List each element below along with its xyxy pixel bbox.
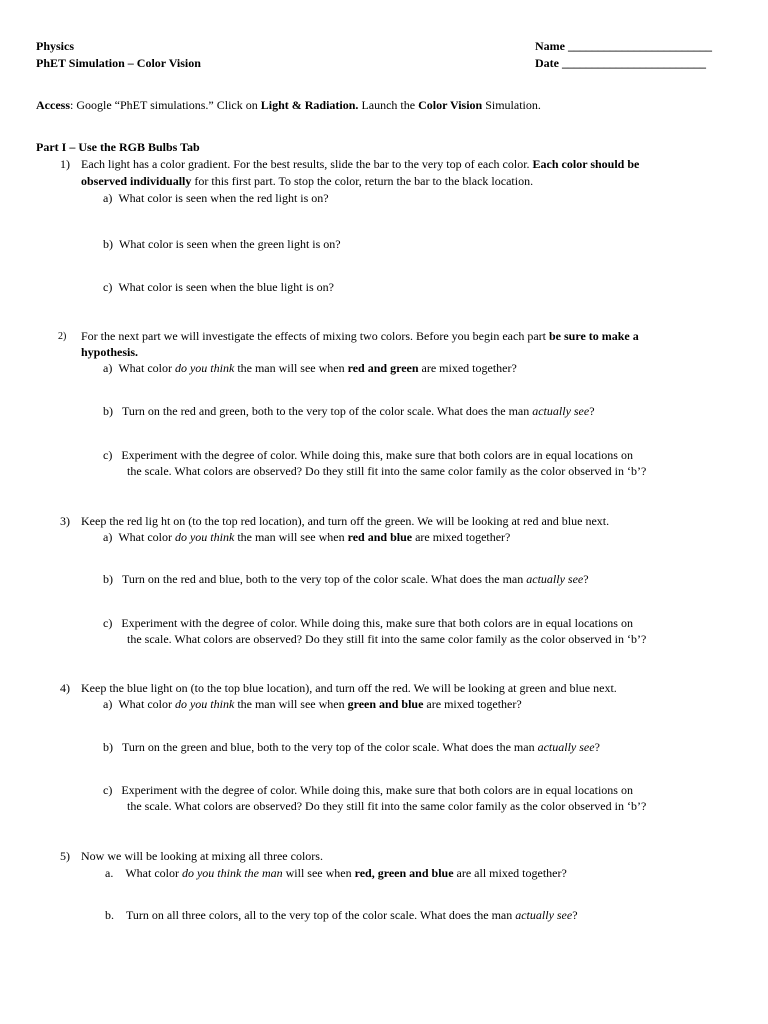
sub-question: a. What color do you think the man will see when red, green and blue are all mixed together? [105,866,567,880]
name-blank: ________________________ [568,39,712,53]
question-number: 1) [60,157,70,171]
question-number: 4) [60,681,70,695]
sub-question: a) What color is seen when the red light is on? [103,191,329,205]
sub-question: b. Turn on all three colors, all to the very top of the color scale. What does the man actually see? [105,908,578,922]
sub-question-continued: the scale. What colors are observed? Do they still fit into the same color family as the color observed in ‘b’? [127,464,647,478]
sub-question: b) Turn on the red and blue, both to the very top of the color scale. What does the man actually see? [103,572,589,586]
course-name: Physics [36,39,75,53]
question-text: Keep the red lig ht on (to the top red location), and turn off the green. We will be looking at red and blue next. [81,514,610,528]
date-field [535,55,706,71]
question-number: 2) [58,331,67,342]
sub-question: a) What color do you think the man will see when red and blue are mixed together? [103,530,511,544]
sub-question: b) Turn on the red and green, both to the very top of the color scale. What does the man actually see? [103,404,595,418]
part-heading: Part I – Use the RGB Bulbs Tab [36,140,200,154]
sub-question-continued: the scale. What colors are observed? Do they still fit into the same color family as the color observed in ‘b’? [127,799,647,813]
worksheet-title: PhET Simulation – Color Vision [36,56,201,70]
sub-question-continued: the scale. What colors are observed? Do they still fit into the same color family as the color observed in ‘b’? [127,632,647,646]
name-label: Name [535,39,565,53]
question-text: For the next part we will investigate the effects of mixing two colors. Before you begin each part be sure to make a [81,329,639,343]
date-label: Date [535,56,559,70]
question-text: observed individually for this first part. To stop the color, return the bar to the black location. [81,174,534,188]
access-instructions: Access: Google “PhET simulations.” Click on Light & Radiation. Launch the Color Vision Simulation. [36,98,541,112]
question-text: Now we will be looking at mixing all three colors. [81,849,323,863]
question-text: hypothesis. [81,345,139,359]
date-blank: ________________________ [562,56,706,70]
sub-question: c) Experiment with the degree of color. While doing this, make sure that both colors are in equal locations on [103,448,633,462]
question-number: 5) [60,849,70,863]
question-text: Keep the blue light on (to the top blue location), and turn off the red. We will be looking at green and blue next. [81,681,617,695]
question-number: 3) [60,514,70,528]
sub-question: c) What color is seen when the blue light is on? [103,280,334,294]
sub-question: b) Turn on the green and blue, both to the very top of the color scale. What does the man actually see? [103,740,600,754]
name-field [535,38,712,54]
sub-question: c) Experiment with the degree of color. While doing this, make sure that both colors are in equal locations on [103,783,633,797]
question-text: Each light has a color gradient. For the best results, slide the bar to the very top of each color. Each color should be [81,157,640,171]
sub-question: c) Experiment with the degree of color. While doing this, make sure that both colors are in equal locations on [103,616,633,630]
sub-question: a) What color do you think the man will see when red and green are mixed together? [103,361,517,375]
sub-question: a) What color do you think the man will see when green and blue are mixed together? [103,697,522,711]
sub-question: b) What color is seen when the green light is on? [103,237,341,251]
